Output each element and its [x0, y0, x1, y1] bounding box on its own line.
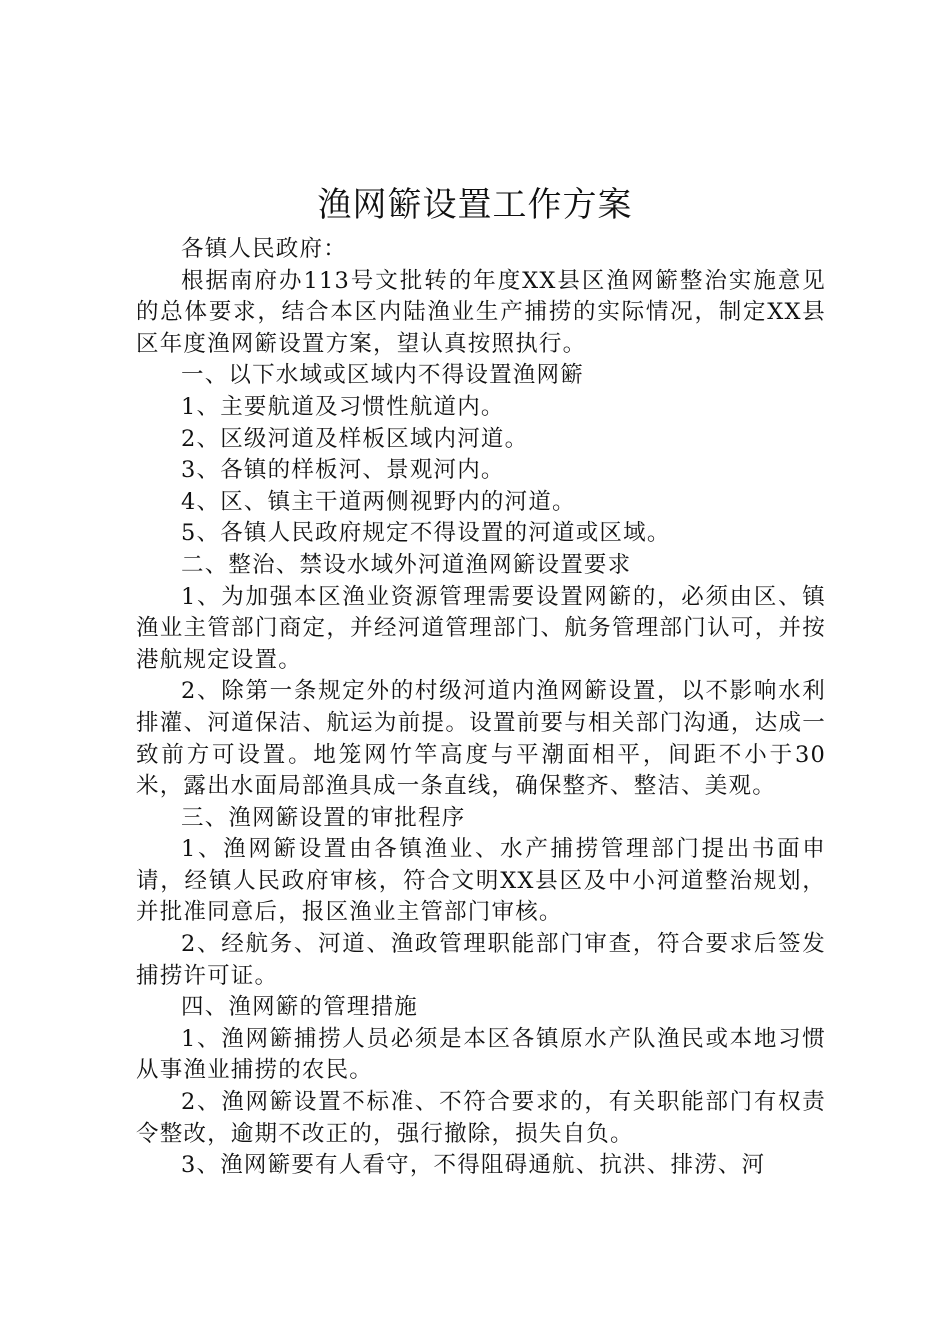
intro-paragraph: 根据南府办113号文批转的年度XX县区渔网簖整治实施意见的总体要求，结合本区内陆渔业生产捕捞的实际情况，制定XX县区年度渔网簖设置方案，望认真按照执行。 — [136, 267, 826, 357]
body-paragraph: 2、经航务、河道、渔政管理职能部门审查，符合要求后签发捕捞许可证。 — [136, 931, 826, 989]
list-item: 2、区级河道及样板区域内河道。 — [181, 425, 529, 452]
list-item: 3、各镇的样板河、景观河内。 — [181, 457, 505, 484]
document-title: 渔网簖设置工作方案 — [317, 185, 633, 225]
document-body — [136, 234, 826, 1182]
salutation: 各镇人民政府： — [181, 236, 347, 262]
section-heading-4: 四、渔网簖的管理措施 — [181, 994, 419, 1021]
section-heading-1: 一、以下水域或区域内不得设置渔网簖 — [181, 362, 584, 389]
body-paragraph: 3、渔网簖要有人看守，不得阻碍通航、抗洪、排涝、河 — [181, 1152, 766, 1179]
body-paragraph: 1、渔网簖设置由各镇渔业、水产捕捞管理部门提出书面申请，经镇人民政府审核，符合文明XX县区及中小河道整治规划，并批准同意后，报区渔业主管部门审核。 — [136, 836, 826, 926]
list-item: 5、各镇人民政府规定不得设置的河道或区域。 — [181, 520, 671, 547]
body-paragraph: 1、为加强本区渔业资源管理需要设置网簖的，必须由区、镇渔业主管部门商定，并经河道管理部门、航务管理部门认可，并按港航规定设置。 — [136, 583, 826, 673]
section-heading-2: 二、整治、禁设水域外河道渔网簖设置要求 — [181, 551, 632, 578]
list-item: 4、区、镇主干道两侧视野内的河道。 — [181, 488, 576, 515]
section-heading-3: 三、渔网簖设置的审批程序 — [181, 804, 466, 831]
body-paragraph: 2、除第一条规定外的村级河道内渔网簖设置，以不影响水利排灌、河道保洁、航运为前提。设置前要与相关部门沟通，达成一致前方可设置。地笼网竹竿高度与平潮面相平，间距不小于30米，露出水面局部渔具成一条直线，确保整齐、整洁、美观。 — [136, 678, 826, 800]
list-item: 1、主要航道及习惯性航道内。 — [181, 393, 505, 420]
body-paragraph: 1、渔网簖捕捞人员必须是本区各镇原水产队渔民或本地习惯从事渔业捕捞的农民。 — [136, 1025, 826, 1084]
body-paragraph: 2、渔网簖设置不标准、不符合要求的，有关职能部门有权责令整改，逾期不改正的，强行撤除，损失自负。 — [136, 1089, 826, 1147]
